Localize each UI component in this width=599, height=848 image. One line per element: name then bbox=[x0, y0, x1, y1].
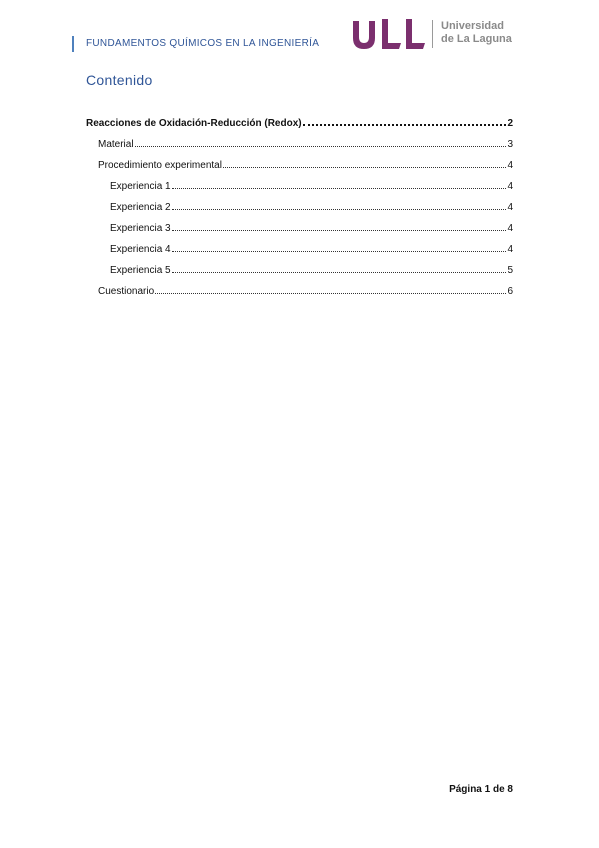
toc-dot-leader bbox=[172, 251, 507, 252]
toc-entry-page: 4 bbox=[507, 223, 513, 234]
toc-entry-label: Experiencia 1 bbox=[110, 181, 171, 192]
ull-logo-mark bbox=[350, 16, 428, 52]
toc-entry-label: Experiencia 3 bbox=[110, 223, 171, 234]
toc-entry-page: 4 bbox=[507, 160, 513, 171]
toc-entry-cuestionario[interactable] bbox=[98, 286, 513, 298]
toc-entry-page: 3 bbox=[507, 139, 513, 150]
toc-entry-experiencia-5[interactable] bbox=[110, 265, 513, 277]
logo-divider bbox=[432, 20, 433, 48]
header-accent-bar bbox=[72, 36, 74, 52]
toc-entry-label: Cuestionario bbox=[98, 286, 155, 297]
toc-entry-procedimiento[interactable] bbox=[98, 160, 513, 172]
toc-dot-leader bbox=[155, 293, 506, 294]
toc-entry-label: Experiencia 2 bbox=[110, 202, 171, 213]
toc-dot-leader bbox=[223, 167, 506, 168]
toc-dot-leader bbox=[135, 146, 507, 147]
logo-text-line-1: Universidad bbox=[441, 20, 504, 32]
toc-entry-label: Material bbox=[98, 139, 134, 150]
toc-entry-page: 4 bbox=[507, 202, 513, 213]
page-number-footer: Página 1 de 8 bbox=[449, 784, 513, 795]
toc-entry-page: 2 bbox=[507, 118, 513, 129]
toc-entry-page: 4 bbox=[507, 181, 513, 192]
toc-entry-label: Experiencia 5 bbox=[110, 265, 171, 276]
toc-entry-material[interactable] bbox=[98, 139, 513, 151]
toc-entry-page: 6 bbox=[507, 286, 513, 297]
toc-dot-leader bbox=[172, 230, 507, 231]
toc-dot-leader bbox=[172, 188, 507, 189]
toc-entry-label: Procedimiento experimental bbox=[98, 160, 222, 171]
toc-entry-redox[interactable] bbox=[86, 118, 513, 130]
logo-university-name bbox=[441, 20, 512, 46]
toc-entry-experiencia-3[interactable] bbox=[110, 223, 513, 235]
toc-entry-page: 4 bbox=[507, 244, 513, 255]
toc-entry-page: 5 bbox=[507, 265, 513, 276]
toc-entry-label: Experiencia 4 bbox=[110, 244, 171, 255]
toc-dot-leader bbox=[172, 209, 507, 210]
toc-dot-leader bbox=[172, 272, 507, 273]
toc-heading: Contenido bbox=[86, 72, 153, 88]
toc-entry-label: Reacciones de Oxidación-Reducción (Redox) bbox=[86, 118, 302, 129]
document-header-title: FUNDAMENTOS QUÍMICOS EN LA INGENIERÍA bbox=[86, 38, 320, 49]
university-logo bbox=[350, 16, 520, 52]
toc-entry-experiencia-4[interactable] bbox=[110, 244, 513, 256]
toc-entry-experiencia-1[interactable] bbox=[110, 181, 513, 193]
logo-text-line-2: de La Laguna bbox=[441, 33, 512, 45]
toc-entry-experiencia-2[interactable] bbox=[110, 202, 513, 214]
toc-dot-leader bbox=[303, 124, 507, 126]
